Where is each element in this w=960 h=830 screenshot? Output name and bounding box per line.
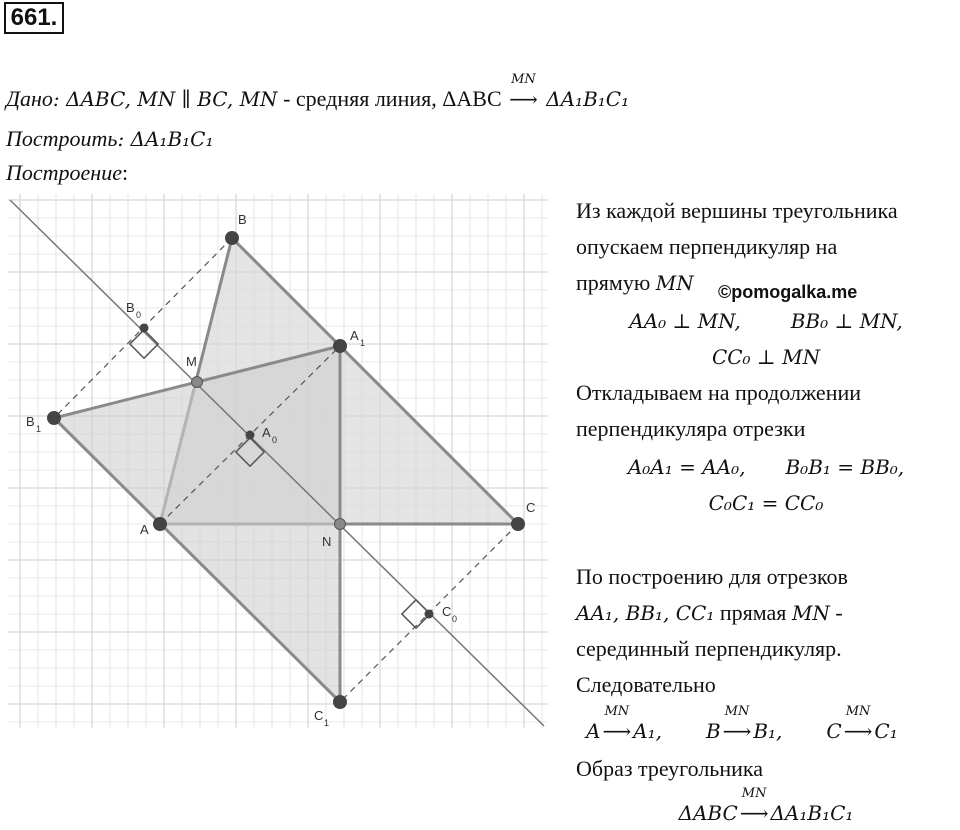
p1-line3-math: MN bbox=[655, 271, 694, 295]
eq-3: C₀C₁ = CC₀ bbox=[708, 491, 824, 515]
given-label: Дано bbox=[6, 86, 53, 111]
svg-text:C: C bbox=[314, 708, 324, 723]
final-arrow-label: MN bbox=[741, 786, 767, 801]
map-1-to: A₁, bbox=[633, 719, 662, 743]
mapping-line bbox=[586, 704, 898, 744]
svg-text:0: 0 bbox=[452, 614, 458, 624]
watermark: ©pomogalka.me bbox=[718, 282, 858, 302]
map-1-arrow: MN ⟶ bbox=[602, 704, 632, 743]
svg-text:1: 1 bbox=[360, 338, 366, 348]
p3-line2-math: AA₁, BB₁, CC₁ bbox=[576, 601, 715, 625]
p1-line2: опускаем перпендикуляр на bbox=[576, 234, 838, 259]
construction-label: Построение bbox=[6, 160, 122, 185]
label-b: B bbox=[238, 212, 247, 227]
svg-text:B: B bbox=[126, 300, 135, 315]
label-m: M bbox=[186, 354, 197, 369]
final-to: ΔA₁B₁C₁ bbox=[770, 801, 854, 825]
p4-line1: Образ треугольника bbox=[576, 756, 763, 781]
perp-3: CC₀ ⊥ MN bbox=[711, 345, 821, 369]
p3-line2-dash: - bbox=[829, 600, 843, 625]
given-result: ΔA₁B₁C₁ bbox=[539, 87, 630, 111]
p1-line3 bbox=[576, 270, 694, 296]
point-a bbox=[153, 517, 167, 531]
eq-2: B₀B₁ = BB₀, bbox=[785, 455, 905, 479]
point-c0 bbox=[425, 610, 434, 619]
construct-line bbox=[6, 126, 214, 152]
label-c0 bbox=[442, 604, 457, 624]
point-b bbox=[225, 231, 239, 245]
svg-text:A: A bbox=[350, 328, 359, 343]
eq-1: A₀A₁ = AA₀, bbox=[627, 455, 746, 479]
point-b0 bbox=[140, 324, 149, 333]
given-math-1: : ΔABC, MN ∥ BC, MN bbox=[52, 87, 278, 111]
p2-line1: Откладываем на продолжении bbox=[576, 380, 862, 405]
label-n: N bbox=[322, 534, 332, 549]
svg-text:0: 0 bbox=[272, 435, 278, 445]
map-2-label: MN bbox=[724, 704, 750, 719]
map-2-arrow: MN ⟶ bbox=[722, 704, 752, 743]
label-c1 bbox=[314, 708, 329, 728]
point-m bbox=[192, 377, 203, 388]
problem-number: 661. bbox=[4, 2, 64, 34]
svg-text:1: 1 bbox=[324, 718, 330, 728]
perp-2: BB₀ ⊥ MN, bbox=[790, 309, 903, 333]
svg-text:B: B bbox=[26, 414, 35, 429]
final-mapping bbox=[576, 786, 956, 826]
map-1-from: A bbox=[586, 719, 601, 743]
p2-line2: перпендикуляра отрезки bbox=[576, 416, 806, 441]
perp-1: AA₀ ⊥ MN, bbox=[629, 309, 741, 333]
given-text: - средняя линия, ΔABC bbox=[277, 86, 508, 111]
given-line bbox=[6, 72, 630, 112]
point-a1 bbox=[333, 339, 347, 353]
map-1-label: MN bbox=[604, 704, 630, 719]
p1-line1: Из каждой вершины треугольника bbox=[576, 198, 898, 223]
construct-math: : ΔA₁B₁C₁ bbox=[117, 127, 214, 151]
p3-line2 bbox=[576, 600, 843, 626]
map-3-from: C bbox=[826, 719, 842, 743]
p3-line3: серединный перпендикуляр. bbox=[576, 636, 842, 661]
point-a0 bbox=[246, 431, 255, 440]
perp-line-2 bbox=[576, 344, 956, 370]
point-b1 bbox=[47, 411, 61, 425]
svg-text:1: 1 bbox=[36, 424, 42, 434]
map-3-label: MN bbox=[845, 704, 871, 719]
final-from: ΔABC bbox=[678, 801, 738, 825]
svg-text:0: 0 bbox=[136, 310, 142, 320]
given-arrow: MN ⟶ bbox=[509, 72, 538, 111]
point-c bbox=[511, 517, 525, 531]
p1-line3-word: прямую bbox=[576, 270, 656, 295]
point-c1 bbox=[333, 695, 347, 709]
eq-line-2 bbox=[576, 490, 956, 516]
svg-text:A: A bbox=[262, 425, 271, 440]
map-2-to: B₁, bbox=[753, 719, 783, 743]
p3-line1: По построению для отрезков bbox=[576, 564, 848, 589]
point-n bbox=[335, 519, 346, 530]
final-arrow: MN ⟶ bbox=[739, 786, 769, 825]
label-c: C bbox=[526, 500, 536, 515]
eq-line-1 bbox=[576, 454, 956, 480]
map-3-arrow: MN ⟶ bbox=[843, 704, 873, 743]
svg-text:C: C bbox=[442, 604, 452, 619]
construction-colon: : bbox=[121, 160, 129, 185]
label-a1 bbox=[350, 328, 365, 348]
map-2-from: B bbox=[705, 719, 721, 743]
label-b1 bbox=[26, 414, 41, 434]
label-a: A bbox=[140, 522, 149, 537]
construct-label: Построить bbox=[6, 126, 118, 151]
given-arrow-label: MN bbox=[511, 72, 536, 87]
p3-line2-word: прямая bbox=[714, 600, 792, 625]
perp-line-1 bbox=[576, 308, 956, 334]
construction-line bbox=[6, 160, 128, 186]
line-mn bbox=[10, 200, 544, 726]
map-3-to: C₁ bbox=[874, 719, 898, 743]
p3-line2-math2: MN bbox=[791, 601, 830, 625]
geometry-figure bbox=[0, 190, 560, 830]
p3-line4: Следовательно bbox=[576, 672, 716, 697]
